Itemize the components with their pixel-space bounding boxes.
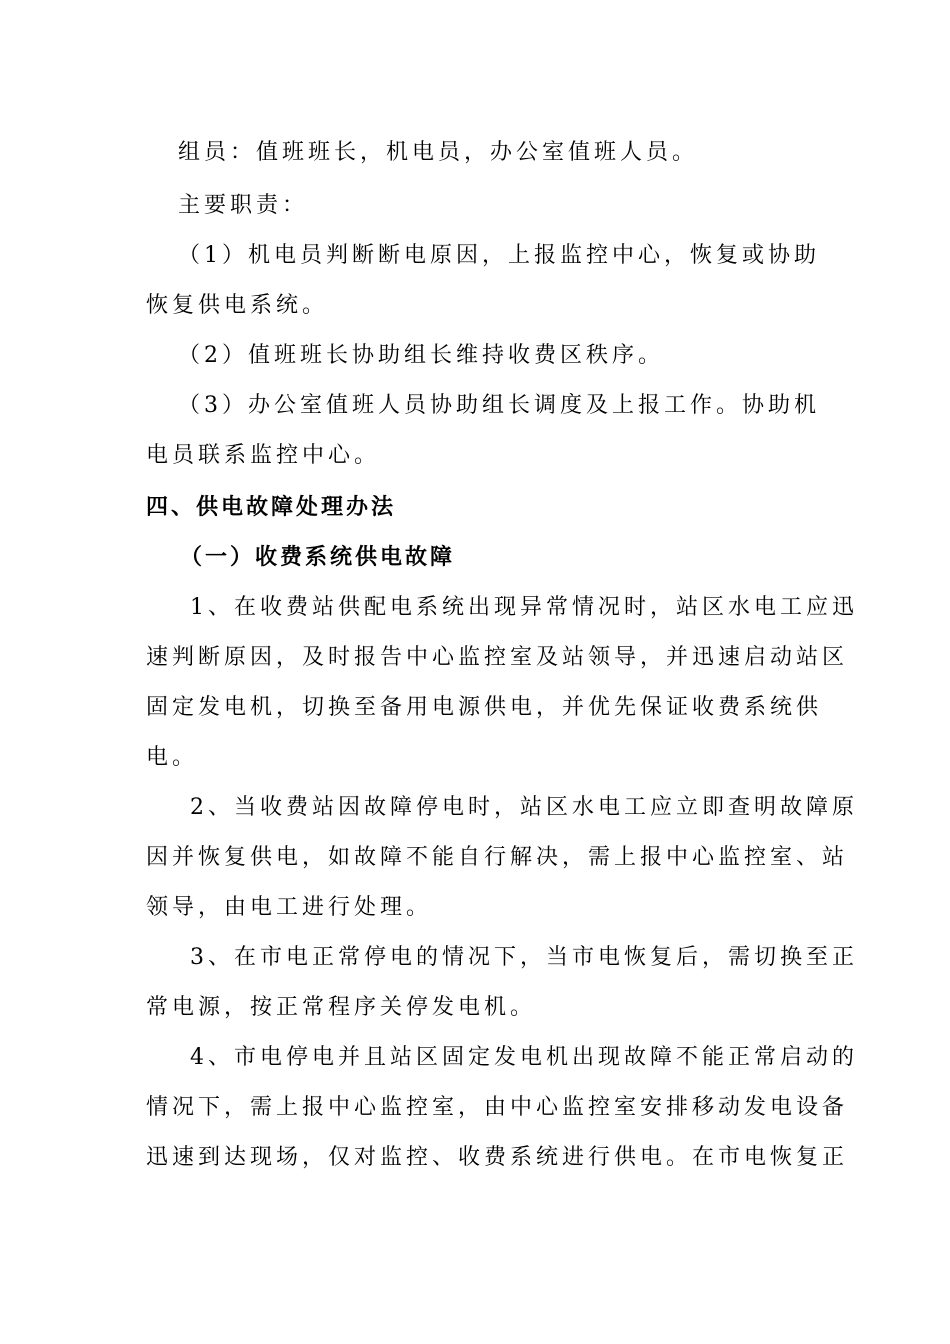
item-2-line-2: 因并恢复供电，如故障不能自行解决，需上报中心监控室、站 xyxy=(146,845,849,870)
item-1-line-1: 1、在收费站供配电系统出现异常情况时，站区水电工应迅 xyxy=(190,595,858,620)
item-3-line-2: 常电源，按正常程序关停发电机。 xyxy=(146,995,537,1020)
duty-1-line-1: （1）机电员判断断电原因，上报监控中心，恢复或协助 xyxy=(178,243,820,268)
subsection-heading: （一）收费系统供电故障 xyxy=(180,545,456,570)
duty-1-line-2: 恢复供电系统。 xyxy=(146,293,329,318)
item-1-line-3: 固定发电机，切换至备用电源供电，并优先保证收费系统供 xyxy=(146,695,823,720)
item-4-line-2: 情况下，需上报中心监控室，由中心监控室安排移动发电设备 xyxy=(146,1095,849,1120)
item-2-line-3: 领导，由电工进行处理。 xyxy=(146,895,433,920)
item-3-line-1: 3、在市电正常停电的情况下，当市电恢复后，需切换至正 xyxy=(190,945,858,970)
item-1-line-4: 电。 xyxy=(146,745,199,770)
item-2-line-1: 2、当收费站因故障停电时，站区水电工应立即查明故障原 xyxy=(190,795,858,820)
item-4-line-1: 4、市电停电并且站区固定发电机出现故障不能正常启动的 xyxy=(190,1045,858,1070)
duty-3-line-1: （3）办公室值班人员协助组长调度及上报工作。协助机 xyxy=(178,393,820,418)
item-1-line-2: 速判断原因，及时报告中心监控室及站领导，并迅速启动站区 xyxy=(146,645,849,670)
section-heading: 四、供电故障处理办法 xyxy=(146,495,397,520)
duty-2-line: （2）值班班长协助组长维持收费区秩序。 xyxy=(178,343,664,368)
item-4-line-3: 迅速到达现场，仅对监控、收费系统进行供电。在市电恢复正 xyxy=(146,1145,849,1170)
duty-3-line-2: 电员联系监控中心。 xyxy=(146,443,381,468)
members-line: 组员：值班班长，机电员，办公室值班人员。 xyxy=(178,140,699,165)
duties-label: 主要职责： xyxy=(178,193,309,218)
